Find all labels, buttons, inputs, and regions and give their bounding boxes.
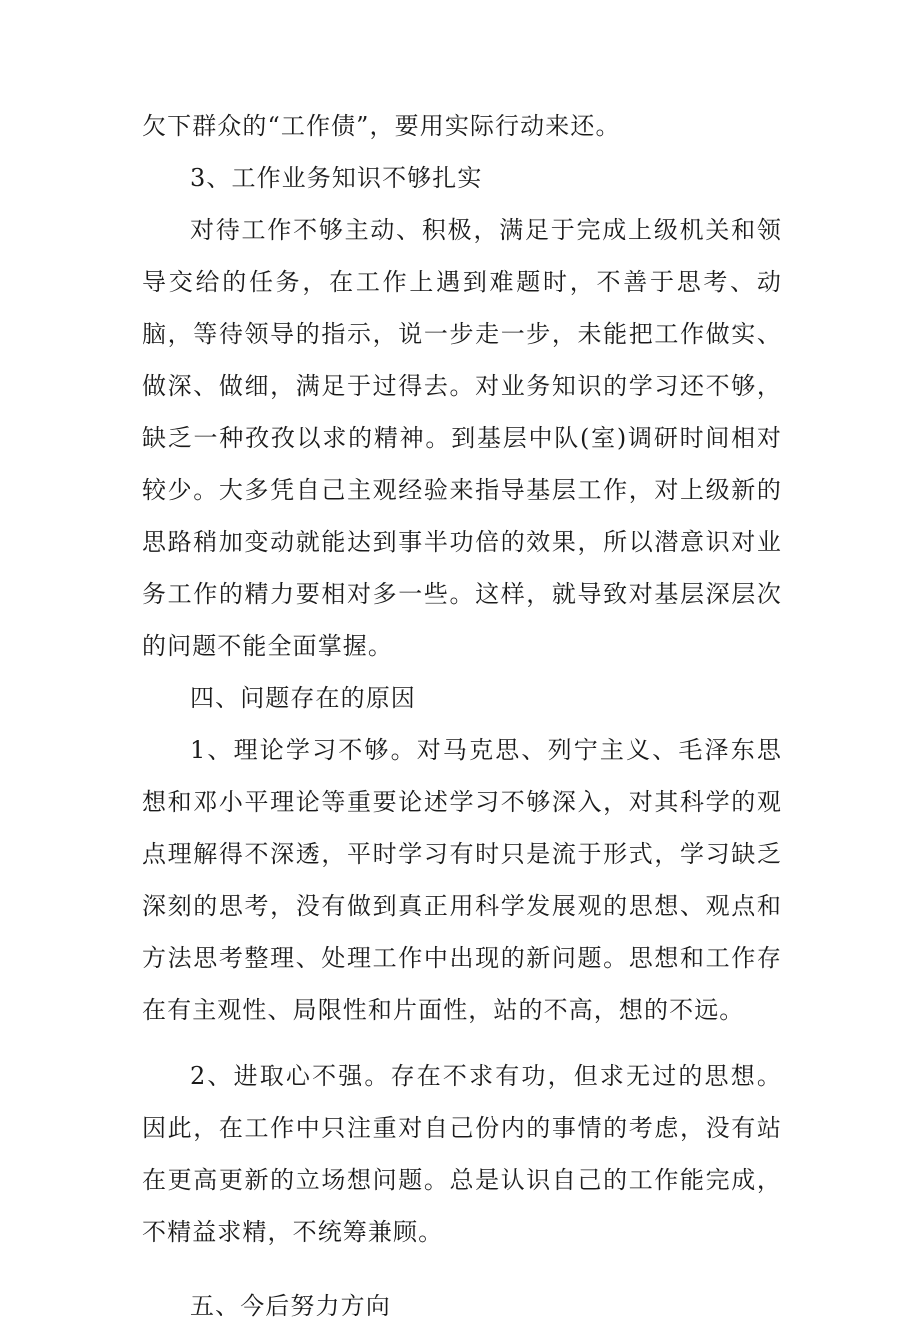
paragraph-work-attitude: 对待工作不够主动、积极，满足于完成上级机关和领导交给的任务，在工作上遇到难题时，不善于思考、动脑，等待领导的指示，说一步走一步，未能把工作做实、做深、做细，满足于过得去。对业务知识的学习还不够，缺乏一种孜孜以求的精神。到基层中队(室)调研时间相对较少。大多凭自己主观经验来指导基层工作，对上级新的思路稍加变动就能达到事半功倍的效果，所以潜意识对业务工作的精力要相对多一些。这样，就导致对基层深层次的问题不能全面掌握。 [142,216,782,660]
paragraph-theory-study: 1、理论学习不够。对马克思、列宁主义、毛泽东思想和邓小平理论等重要论述学习不够深入，对其科学的观点理解得不深透，平时学习有时只是流于形式，学习缺乏深刻的思考，没有做到真正用科学发展观的思想、观点和方法思考整理、处理工作中出现的新问题。思想和工作存在有主观性、局限性和片面性，站的不高，想的不远。 [142,736,782,1024]
document-body [142,100,782,1332]
subheading-business-knowledge: 3、工作业务知识不够扎实 [190,164,483,192]
paragraph-ambition: 2、进取心不强。存在不求有功，但求无过的思想。因此，在工作中只注重对自己份内的事情的考虑，没有站在更高更新的立场想问题。总是认识自己的工作能完成，不精益求精，不统筹兼顾。 [142,1062,782,1246]
section-heading-causes: 四、问题存在的原因 [190,684,416,712]
paragraph-continuation: 欠下群众的“工作债”，要用实际行动来还。 [142,112,621,140]
section-heading-future-direction: 五、今后努力方向 [190,1292,391,1320]
